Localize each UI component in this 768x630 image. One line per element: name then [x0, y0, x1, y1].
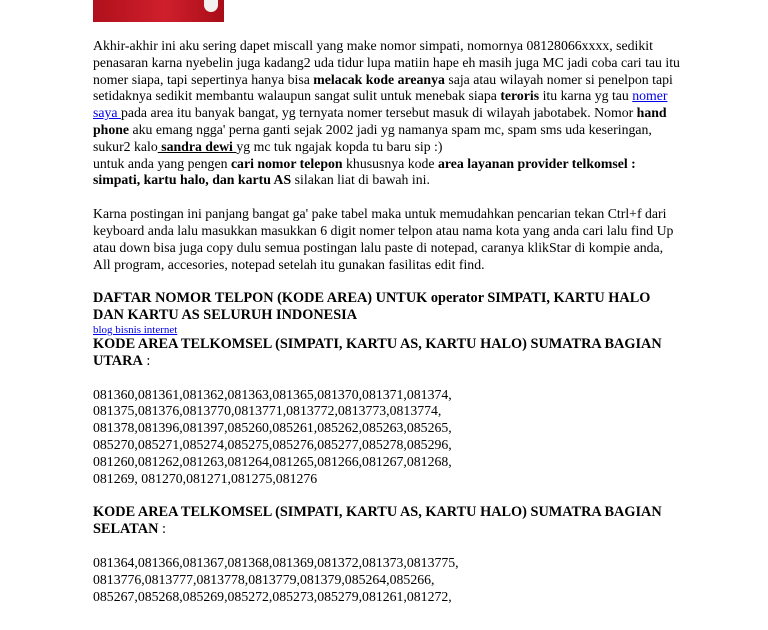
- code-line: 085267,085268,085269,085272,085273,085279,081261,081272,: [93, 588, 452, 604]
- intro-text: pada area itu banyak bangat, yg ternyata nomer tersebut masuk di wilayah jabotabek. Nomor: [120, 105, 637, 121]
- daftar-heading-text: DAFTAR NOMOR TELPON (KODE AREA) UNTUK: [93, 290, 431, 307]
- spacer: [93, 370, 683, 387]
- code-line: 081378,081396,081397,085260,085261,085262,085263,085265,: [93, 420, 452, 436]
- blog-bisnis-link[interactable]: blog bisnis internet: [93, 323, 178, 336]
- bold-melacak-kode: melacak kode areanya: [313, 71, 445, 87]
- intro-text: yg mc tuk ngajak kopda tu baru sip :): [236, 138, 443, 154]
- bold-cari-nomor: cari nomor telepon: [230, 155, 343, 171]
- bold-area-layanan: area layanan provider telkomsel : simpati, kartu halo, dan kartu AS: [93, 155, 636, 188]
- intro-text: itu karna yg tau: [539, 88, 633, 104]
- code-line: 081375,081376,0813770,0813771,0813772,0813773,0813774,: [93, 403, 442, 419]
- daftar-heading: [93, 290, 683, 324]
- nomer-saya-link[interactable]: nomer saya: [93, 88, 668, 121]
- provider-text: untuk anda yang pengen: [93, 155, 231, 171]
- intro-paragraph: [93, 38, 683, 156]
- code-line: 081360,081361,081362,081363,081365,081370,081371,081374,: [93, 386, 452, 402]
- provider-text: silakan liat di bawah ini.: [291, 172, 430, 188]
- spacer: [93, 273, 683, 290]
- section1-colon: :: [142, 352, 151, 369]
- section2-codes: [93, 555, 683, 605]
- intro-text: aku emang ngga' perna ganti sejak 2002 jadi yg namanya spam mc, spam sms uda keseringan, sukur2 kalo: [93, 121, 652, 154]
- image-highlight: [204, 0, 218, 12]
- intro-text: saja atau wilayah nomer si penelpon tapi setidaknya sedikit membantu walaupun sangat sulit untuk menebak siapa: [93, 71, 673, 104]
- spacer: [93, 189, 683, 206]
- section1-codes: [93, 387, 683, 488]
- section1-title: KODE AREA TELKOMSEL (SIMPATI, KARTU AS, KARTU HALO) SUMATRA BAGIAN UTARA: [93, 335, 662, 369]
- spacer: [93, 538, 683, 555]
- provider-line: [93, 156, 683, 190]
- section2-colon: :: [158, 521, 166, 538]
- code-line: 081260,081262,081263,081264,081265,081266,081267,081268,: [93, 453, 452, 469]
- bold-teroris: teroris: [500, 88, 540, 104]
- code-line: 0813776,0813777,0813778,0813779,081379,085264,085266,: [93, 571, 435, 587]
- spacer: [93, 487, 683, 504]
- section2-heading: [93, 504, 683, 538]
- bold-hand-phone: hand phone: [93, 105, 667, 137]
- code-line: 081364,081366,081367,081368,081369,081372,081373,0813775,: [93, 554, 459, 570]
- article-body: [93, 38, 683, 605]
- section1-heading: [93, 336, 683, 370]
- sandra-dewi-link[interactable]: sandra dewi: [157, 138, 237, 154]
- code-line: 085270,085271,085274,085275,085276,085277,085278,085296,: [93, 436, 452, 452]
- code-line: 081269, 081270,081271,081275,081276: [93, 470, 318, 486]
- daftar-heading-text: operator: [430, 290, 484, 307]
- instructions-paragraph: Karna postingan ini panjang bangat ga' pake tabel maka untuk memudahkan pencarian tekan Ctrl+f dari keyboard anda lalu masukkan masukkan 6 digit nomer telpon atau nama kota yang anda cari lalu find Up atau down bisa juga copy dulu semua postingan lalu paste di notepad, caranya klikStar di kompie anda, All program, accesories, notepad setelah itu gunakan fasilitas edit find.: [93, 206, 674, 272]
- intro-text: Akhir-akhir ini aku sering dapet miscall yang make nomor simpati, nomornya 08128066xxxx, sedikit penasaran karna nyebelin juga kadang2 uda tidur lupa matiin hape eh masih juga MC jadi coba cari tau itu nomer siapa, tapi sepertinya hanya bisa: [93, 38, 680, 87]
- header-image: [93, 0, 224, 22]
- provider-text: khususnya kode: [342, 155, 438, 171]
- section2-title: KODE AREA TELKOMSEL (SIMPATI, KARTU AS, KARTU HALO) SUMATRA BAGIAN SELATAN: [93, 504, 662, 538]
- daftar-heading-text: SIMPATI, KARTU HALO DAN KARTU AS SELURUH INDONESIA: [93, 290, 651, 324]
